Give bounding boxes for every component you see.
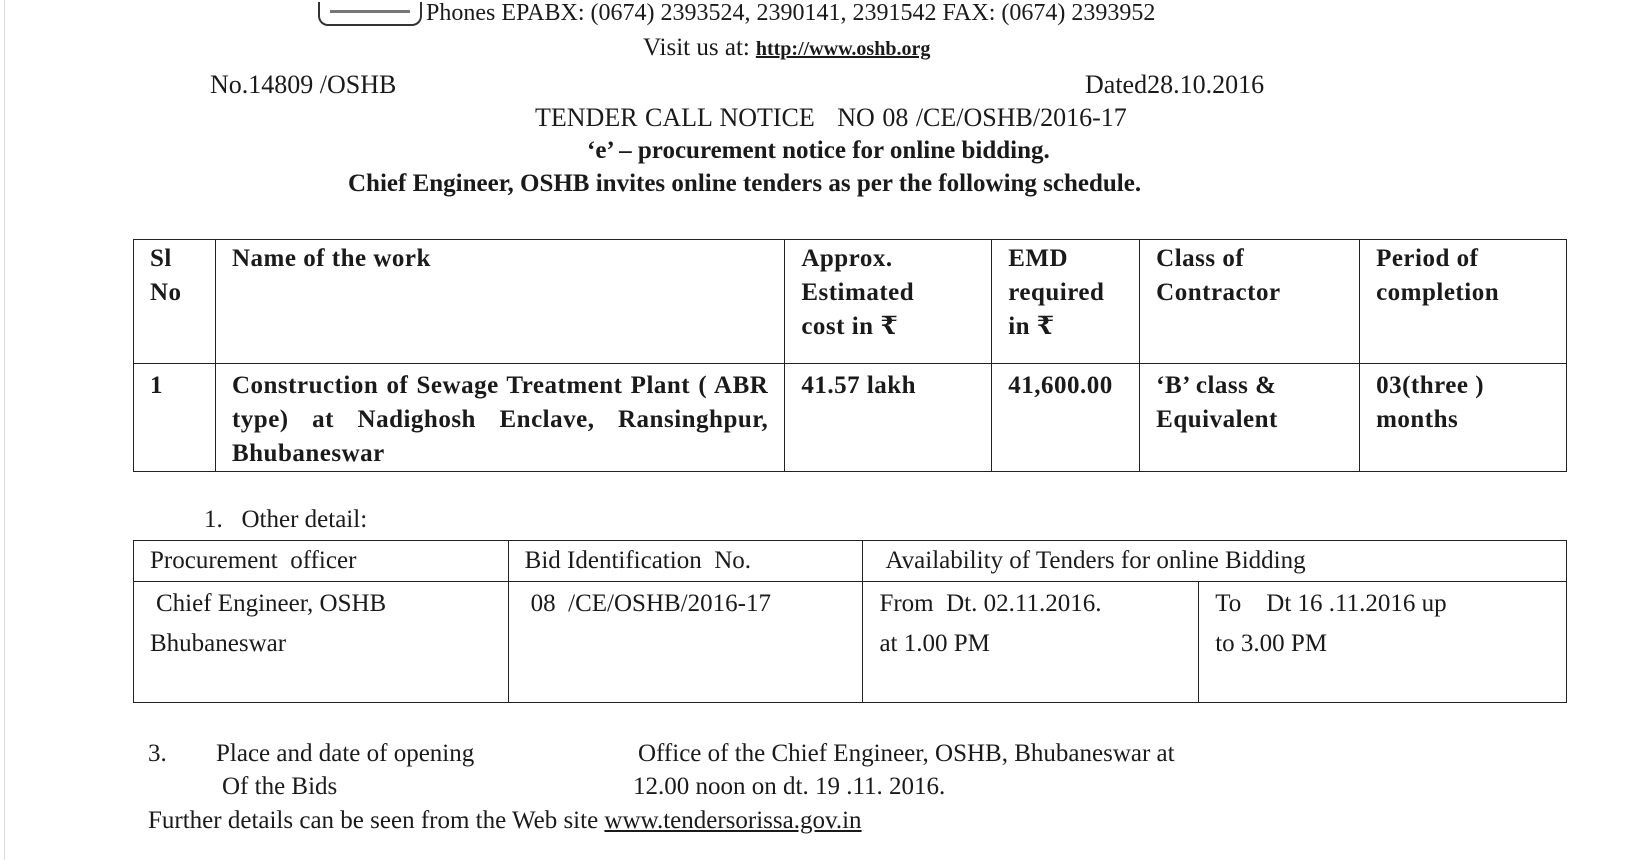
cell-period-of-completion xyxy=(1360,364,1567,472)
tender-call-title: TENDER CALL NOTICE NO 08 /CE/OSHB/2016-17 xyxy=(535,103,1127,132)
cell-availability-from xyxy=(863,582,1199,703)
header-cost-line2: Estimated xyxy=(801,279,915,306)
header-period-of-completion xyxy=(1360,240,1567,364)
cell-sl-no: 1 xyxy=(134,364,216,472)
invitation-heading: Chief Engineer, OSHB invites online tenders as per the following schedule. xyxy=(348,170,1142,197)
header-period-line1: Period of xyxy=(1376,245,1479,272)
opening-label-line1: Place and date of opening xyxy=(216,740,475,767)
tenders-website-link[interactable]: www.tendersorissa.gov.in xyxy=(604,807,862,834)
header-sl-line1: Sl xyxy=(150,245,172,272)
cell-from-line2: at 1.00 PM xyxy=(879,630,990,657)
table-row xyxy=(134,364,1567,472)
header-class-line2: Contractor xyxy=(1156,279,1281,306)
cell-officer-line1: Chief Engineer, OSHB xyxy=(156,590,387,617)
header-name-of-work: Name of the work xyxy=(215,240,784,364)
opening-value-line2: 12.00 noon on dt. 19 .11. 2016. xyxy=(633,773,946,800)
cell-period-line2: months xyxy=(1376,406,1459,433)
cell-class-of-contractor xyxy=(1140,364,1360,472)
opening-item-number: 3. xyxy=(148,740,167,767)
header-estimated-cost xyxy=(785,240,992,364)
visit-label: Visit us at: xyxy=(643,34,750,61)
header-availability: Availability of Tenders for online Bidding xyxy=(863,541,1567,582)
page-edge xyxy=(4,0,5,860)
cell-to-line1: To Dt 16 .11.2016 up xyxy=(1215,590,1447,617)
header-sl-no xyxy=(134,240,216,364)
header-sl-line2: No xyxy=(150,279,182,306)
cell-period-line1: 03(three ) xyxy=(1376,372,1485,399)
contact-phones: Phones EPABX: (0674) 2393524, 2390141, 2391542 FAX: (0674) 2393952 xyxy=(426,0,1156,26)
header-emd-line3: in ₹ xyxy=(1008,313,1055,340)
header-cost-line3: cost in ₹ xyxy=(801,313,899,340)
cell-name-of-work: Construction of Sewage Treatment Plant ( ABR type) at Nadighosh Enclave, Ransinghpur, Bhubaneswar xyxy=(215,364,784,472)
header-emd xyxy=(992,240,1140,364)
further-details-text: Further details can be seen from the Web site xyxy=(148,807,599,834)
logo-emblem xyxy=(318,2,422,26)
work-schedule-table xyxy=(133,239,1567,472)
other-detail-label: 1. Other detail: xyxy=(204,506,368,533)
header-class-line1: Class of xyxy=(1156,245,1245,272)
cell-bid-identification: 08 /CE/OSHB/2016-17 xyxy=(508,582,863,703)
cell-officer-line2: Bhubaneswar xyxy=(150,630,287,657)
opening-label-line2: Of the Bids xyxy=(222,773,338,800)
header-procurement-officer: Procurement officer xyxy=(134,541,509,582)
header-bid-identification: Bid Identification No. xyxy=(508,541,863,582)
header-emd-line1: EMD xyxy=(1008,245,1069,272)
table-row xyxy=(134,582,1567,703)
header-cost-line1: Approx. xyxy=(801,245,893,272)
website-link[interactable]: http://www.oshb.org xyxy=(755,38,931,60)
further-details xyxy=(148,807,862,835)
eprocurement-heading: ‘e’ – procurement notice for online bidding. xyxy=(587,137,1050,164)
cell-availability-to xyxy=(1199,582,1567,703)
cell-to-line2: to 3.00 PM xyxy=(1215,630,1328,657)
cell-emd: 41,600.00 xyxy=(992,364,1140,472)
cell-procurement-officer xyxy=(134,582,509,703)
other-detail-table xyxy=(133,540,1567,703)
header-period-line2: completion xyxy=(1376,279,1500,306)
cell-class-line1: ‘B’ class & xyxy=(1156,372,1277,399)
visit-line xyxy=(643,34,930,62)
header-emd-line2: required xyxy=(1008,279,1105,306)
header-class-of-contractor xyxy=(1140,240,1360,364)
reference-number: No.14809 /OSHB xyxy=(210,70,397,99)
opening-value-line1: Office of the Chief Engineer, OSHB, Bhubaneswar at xyxy=(638,740,1175,767)
cell-estimated-cost: 41.57 lakh xyxy=(785,364,992,472)
notice-date: Dated28.10.2016 xyxy=(1085,70,1265,99)
table-header-row xyxy=(134,541,1567,582)
table-header-row xyxy=(134,240,1567,364)
cell-from-line1: From Dt. 02.11.2016. xyxy=(879,590,1102,617)
cell-class-line2: Equivalent xyxy=(1156,406,1278,433)
